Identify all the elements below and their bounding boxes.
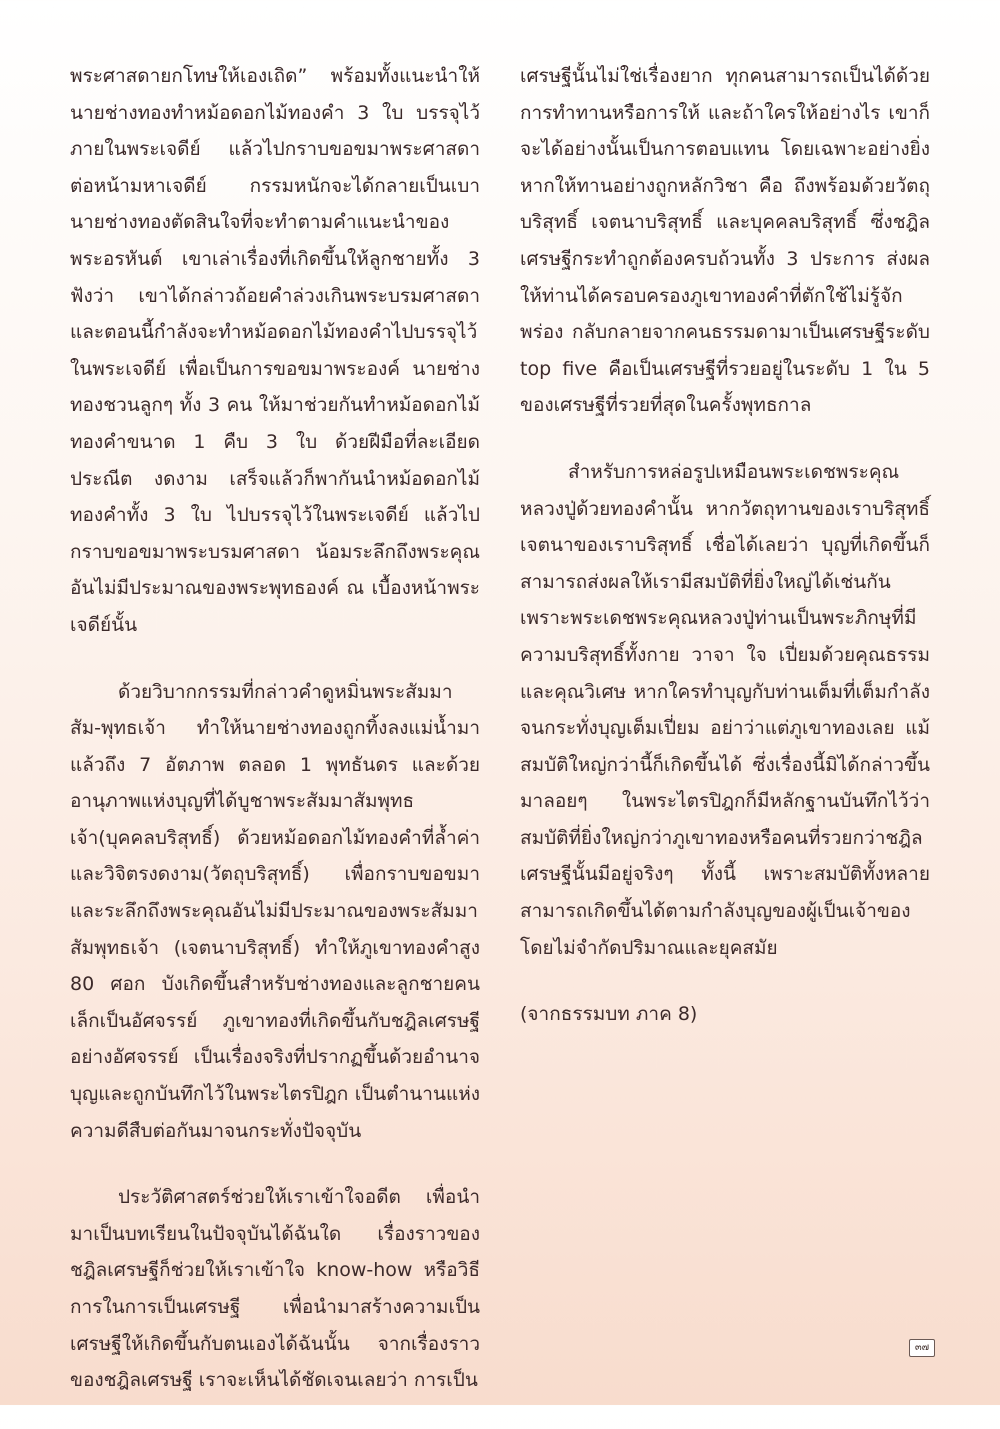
page-number: ๓๗ xyxy=(909,1339,935,1357)
left-column xyxy=(70,58,480,1429)
left-paragraph-1: พระศาสดายกโทษให้เองเถิด” พร้อมทั้งแนะนำให้นายช่างทองทำหม้อดอกไม้ทองคำ 3 ใบ บรรจุไว้ภายในพระเจดีย์ แล้วไปกราบขอขมาพระศาสดาต่อหน้ามหาเจดีย์ กรรมหนักจะได้กลายเป็นเบา นายช่างทองตัดสินใจที่จะทำตามคำแนะนำของพระอรหันต์ เขาเล่าเรื่องที่เกิดขึ้นให้ลูกชายทั้ง 3 ฟังว่า เขาได้กล่าวถ้อยคำล่วงเกินพระบรมศาสดา และตอนนี้กำลังจะทำหม้อดอกไม้ทองคำไปบรรจุไว้ในพระเจดีย์ เพื่อเป็นการขอขมาพระองค์ นายช่างทองชวนลูกๆ ทั้ง 3 คน ให้มาช่วยกันทำหม้อดอกไม้ทองคำขนาด 1 คืบ 3 ใบ ด้วยฝีมือที่ละเอียดประณีต งดงาม เสร็จแล้วก็พากันนำหม้อดอกไม้ทองคำทั้ง 3 ใบ ไปบรรจุไว้ในพระเจดีย์ แล้วไปกราบขอขมาพระบรมศาสดา น้อมระลึกถึงพระคุณอันไม่มีประมาณของพระพุทธองค์ ณ เบื้องหน้าพระเจดีย์นั้น xyxy=(70,65,480,636)
right-column xyxy=(520,58,930,1063)
left-paragraph-3: ประวัติศาสตร์ช่วยให้เราเข้าใจอดีต เพื่อนำมาเป็นบทเรียนในปัจจุบันได้ฉันใด เรื่องราวของชฎิลเศรษฐีก็ช่วยให้เราเข้าใจ know-how หรือวิธีการในการเป็นเศรษฐี เพื่อนำมาสร้างความเป็นเศรษฐีให้เกิดขึ้นกับตนเองได้ฉันนั้น จากเรื่องราวของชฎิลเศรษฐี เราจะเห็นได้ชัดเจนเลยว่า การเป็น xyxy=(70,1186,480,1392)
left-paragraph-2: ด้วยวิบากกรรมที่กล่าวคำดูหมิ่นพระสัมมาสัม-พุทธเจ้า ทำให้นายช่างทองถูกทิ้งลงแม่น้ำมาแล้วถึง 7 อัตภาพ ตลอด 1 พุทธันดร และด้วยอานุภาพแห่งบุญที่ได้บูชาพระสัมมาสัมพุทธเจ้า(บุคคลบริสุทธิ์) ด้วยหม้อดอกไม้ทองคำที่ล้ำค่าและวิจิตรงดงาม(วัตถุบริสุทธิ์) เพื่อกราบขอขมาและระลึกถึงพระคุณอันไม่มีประมาณของพระสัมมาสัมพุทธเจ้า (เจตนาบริสุทธิ์) ทำให้ภูเขาทองคำสูง 80 ศอก บังเกิดขึ้นสำหรับช่างทองและลูกชายคนเล็กเป็นอัศจรรย์ ภูเขาทองที่เกิดขึ้นกับชฎิลเศรษฐีอย่างอัศจรรย์ เป็นเรื่องจริงที่ปรากฏขึ้นด้วยอำนาจบุญและถูกบันทึกไว้ในพระไตรปิฎก เป็นตำนานแห่งความดีสืบต่อกันมาจนกระทั่งปัจจุบัน xyxy=(70,680,480,1142)
right-paragraph-2: สำหรับการหล่อรูปเหมือนพระเดชพระคุณหลวงปู่ด้วยทองคำนั้น หากวัตถุทานของเราบริสุทธิ์ เจตนาของเราบริสุทธิ์ เชื่อได้เลยว่า บุญที่เกิดขึ้นก็สามารถส่งผลให้เรามีสมบัติที่ยิ่งใหญ่ได้เช่นกัน เพราะพระเดชพระคุณหลวงปู่ท่านเป็นพระภิกษุที่มีความบริสุทธิ์ทั้งกาย วาจา ใจ เปี่ยมด้วยคุณธรรมและคุณวิเศษ หากใครทำบุญกับท่านเต็มที่เต็มกำลังจนกระทั่งบุญเต็มเปี่ยม อย่าว่าแต่ภูเขาทองเลย แม้สมบัติใหญ่กว่านี้ก็เกิดขึ้นได้ ซึ่งเรื่องนี้มิได้กล่าวขึ้นมาลอยๆ ในพระไตรปิฎกก็มีหลักฐานบันทึกไว้ว่า สมบัติที่ยิ่งใหญ่กว่าภูเขาทองหรือคนที่รวยกว่าชฎิลเศรษฐีนั้นมีอยู่จริงๆ ทั้งนี้ เพราะสมบัติทั้งหลายสามารถเกิดขึ้นได้ตามกำลังบุญของผู้เป็นเจ้าของ โดยไม่จำกัดปริมาณและยุคสมัย xyxy=(520,460,930,959)
source-citation: (จากธรรมบท ภาค 8) xyxy=(520,1003,698,1026)
right-paragraph-1: เศรษฐีนั้นไม่ใช่เรื่องยาก ทุกคนสามารถเป็นได้ด้วยการทำทานหรือการให้ และถ้าใครให้อย่างไร เขาก็จะได้อย่างนั้นเป็นการตอบแทน โดยเฉพาะอย่างยิ่งหากให้ทานอย่างถูกหลักวิชา คือ ถึงพร้อมด้วยวัตถุบริสุทธิ์ เจตนาบริสุทธิ์ และบุคคลบริสุทธิ์ ซึ่งชฎิลเศรษฐีกระทำถูกต้องครบถ้วนทั้ง 3 ประการ ส่งผลให้ท่านได้ครอบครองภูเขาทองคำที่ตักใช้ไม่รู้จักพร่อง กลับกลายจากคนธรรมดามาเป็นเศรษฐีระดับ top five คือเป็นเศรษฐีที่รวยอยู่ในระดับ 1 ใน 5 ของเศรษฐีที่รวยที่สุดในครั้งพุทธกาล xyxy=(520,65,930,417)
